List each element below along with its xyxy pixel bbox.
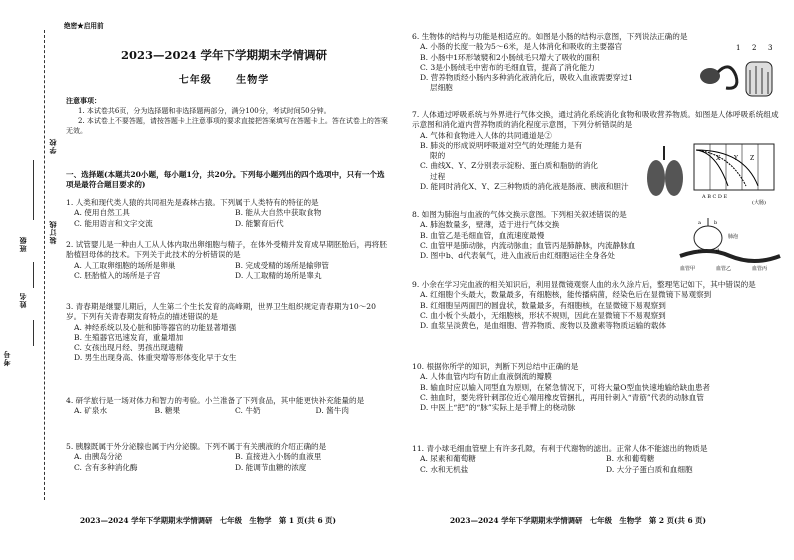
curve-z <box>696 150 758 186</box>
q11-option-d: D. 大分子蛋白质和血细胞 <box>606 464 693 474</box>
notice-item-2: 2. 本试卷上不要答题，请按答题卡上注意事项的要求直接把答案填写在答题卡上。答在试卷上的答案无效。 <box>66 117 388 136</box>
q7-option-c: C. 曲线X、Y、Z分别表示淀粉、蛋白质和脂肪的消化 <box>420 161 598 171</box>
q2-option-a: A. 人工取卵细胞的场所是卵巢 <box>74 260 176 270</box>
alveolus <box>694 226 722 250</box>
page-2-column <box>410 0 786 560</box>
fig8-label-lung: 肺泡 <box>728 234 739 240</box>
fig6-label-1: 1 <box>736 44 741 52</box>
question-9-stem: 9. 小余在学习完血液的相关知识后，利用显微镜观察人血的永久涂片后，整理笔记如下，其中错误的是 <box>412 280 756 289</box>
notice-item-1: 1. 本试卷共6页，分为选择题和非选择题两部分，满分100分，考试时间50分钟。 <box>78 107 331 116</box>
notice-heading: 注意事项： <box>66 96 101 105</box>
curve-label-z: Z <box>750 155 755 162</box>
q1-option-a: A. 使用自然工具 <box>74 208 130 218</box>
binding-label-seal: 装订线 <box>48 220 57 244</box>
grade-subject <box>58 74 390 88</box>
digestion-axis-labels: A B C D E <box>702 194 728 200</box>
digestion-axis-unit: (大肠) <box>752 200 766 206</box>
question-5 <box>66 442 388 473</box>
q7-option-c-cont: 过程 <box>430 171 446 181</box>
fig6-label-2: 2 <box>752 44 757 52</box>
q11-option-a: A. 尿素和葡萄糖 <box>420 454 476 464</box>
curve-x <box>696 150 728 186</box>
q4-option-a: A. 矿泉水 <box>74 406 108 416</box>
binding-dashed-line <box>44 30 45 500</box>
q7-option-b-cont: 限的 <box>430 151 446 160</box>
binding-line-class <box>33 262 34 288</box>
respiration-digestion-figure <box>646 140 782 206</box>
q6-option-a: A. 小肠的长度一般为5～6米，是人体消化和吸收的主要器官 <box>420 42 623 52</box>
q2-option-b: B. 完成受精的场所是输卵管 <box>235 260 329 270</box>
q3-option-a: A. 神经系统以及心脏和肺等器官的功能显著增强 <box>74 322 237 332</box>
q11-option-c: C. 水和无机盐 <box>420 464 469 474</box>
page-1-column <box>58 0 390 560</box>
q11-option-b: B. 水和葡萄糖 <box>606 454 655 464</box>
q8-option-b: B. 血管乙是毛细血管，血流速度最慢 <box>420 230 545 240</box>
question-2-stem: 2. 试管婴儿是一种由人工从人体内取出卵细胞与精子，在体外受精并发育成早期胚胎后，再将胚胎植回母体的技术。下列关于此技术的分析错误的是 <box>66 240 387 260</box>
q1-option-c: C. 能用语言和文字交流 <box>74 218 153 228</box>
binding-label-class: 班级 <box>18 236 27 252</box>
q8-option-d: D. 图中b、d代表氧气，进入血液后由红细胞运往全身各处 <box>420 251 616 260</box>
q10-option-b: B. 输血时应以输入同型血为原则，在紧急情况下，可将大量O型血快速地输给缺血患者 <box>420 382 711 392</box>
page-title: 2023—2024 学年下学期期末学情调研 <box>120 48 328 62</box>
q2-option-d: D. 人工取精的场所是睾丸 <box>235 270 322 280</box>
fig8-vessel-2: 血管乙 <box>716 266 732 272</box>
q7-option-b: B. 肺炎的形成说明呼吸道对空气的处理能力是有 <box>420 140 583 150</box>
page-1-footer: 2023—2024 学年下学期期末学情调研 七年级 生物学 第 1 页(共 6 页) <box>80 516 337 525</box>
fig8-vessel-1: 血管甲 <box>680 266 696 272</box>
q6-option-d-cont: 层细胞 <box>430 83 453 93</box>
fig6-label-3: 3 <box>768 44 773 52</box>
binding-label-name: 姓名 <box>18 292 27 308</box>
q10-option-c: C. 抽血时，要先将针刺部位近心端用橡皮管捆扎，再用针刺入“青筋”代表的动脉血管 <box>420 392 704 402</box>
question-5-stem: 5. 胰腺既属于外分泌腺也属于内分泌腺。下列不属于有关胰液的介绍正确的是 <box>66 442 327 451</box>
question-4-stem: 4. 研学旅行是一场对体力和智力的考验。小兰准备了下列食品，其中能更快补充能量的是 <box>66 396 365 405</box>
q6-option-c: C. 3是小肠绒毛中密布的毛细血管，提高了消化能力 <box>420 62 595 72</box>
digestion-chart-grid <box>710 144 758 190</box>
q5-option-d: D. 能调节血糖的浓度 <box>235 462 307 472</box>
section-1-title: 一、选择题(本题共20小题，每小题1分，共20分。下列每小题列出的四个选项中，只有一个选项是最符合题目要求的) <box>66 170 385 190</box>
q9-option-b: B. 红细胞呈两面凹的圆盘状，数量最多，有细胞核，在显微镜下易观察到 <box>420 300 666 310</box>
binding-label-school: 学校 <box>48 138 57 154</box>
fig8-label-a: a <box>698 220 701 226</box>
q4-option-c: C. 牛奶 <box>235 406 261 416</box>
question-10 <box>412 362 784 413</box>
secret-mark: 绝密★启用前 <box>64 22 104 30</box>
question-9 <box>412 280 784 331</box>
subject-label: 生物学 <box>236 75 270 86</box>
question-8-stem: 8. 如图为肺泡与血液的气体交换示意图。下列相关叙述错误的是 <box>412 210 627 219</box>
notice-block <box>66 96 388 137</box>
curve-label-y: Y <box>734 155 738 162</box>
q7-option-d: D. 能同时消化X、Y、Z三种物质的消化液是肠液、胰液和胆汁 <box>420 181 629 191</box>
fig8-label-b: b <box>714 220 718 226</box>
question-4 <box>66 396 388 417</box>
question-1-stem: 1. 人类和现代类人猿的共同祖先是森林古猿。下列属于人类特有的特征的是 <box>66 198 319 207</box>
fig8-label-d: d <box>716 248 720 254</box>
binding-margin <box>0 30 58 500</box>
question-7-stem: 7. 人体通过呼吸系统与外界进行气体交换，通过消化系统消化食物和吸收营养物质。如图是人体呼吸系统组成示意图和消化道内营养物质的消化程度示意图，下列分析错误的是 <box>412 110 779 130</box>
curve-label-x: X <box>716 155 721 162</box>
grade-label: 七年级 <box>178 75 212 86</box>
q6-option-b: B. 小肠中1环形皱襞和2小肠绒毛只增大了吸收的面积 <box>420 52 600 62</box>
q1-option-d: D. 能繁育后代 <box>235 218 284 228</box>
question-2 <box>66 240 388 281</box>
curve-y <box>696 150 746 186</box>
question-1 <box>66 198 388 229</box>
q4-option-d: D. 酱牛肉 <box>315 406 349 416</box>
question-3 <box>66 302 388 364</box>
q9-option-d: D. 血浆呈淡黄色，是血细胞、营养物质、废物以及激素等物质运输的载体 <box>420 321 667 330</box>
q2-option-c: C. 胚胎植入的场所是子宫 <box>74 270 161 280</box>
right-lung <box>665 160 683 196</box>
q7-option-a: A. 气体和食物进入人体的共同通道是② <box>420 130 552 140</box>
binding-line-school <box>33 160 34 220</box>
fig8-label-c: c <box>698 248 701 254</box>
q5-option-a: A. 由胰岛分泌 <box>74 452 123 462</box>
question-11-stem: 11. 青小球毛细血管壁上有许多孔隙，有利于代谢物的滤出。正常人体不能滤出的物质是 <box>412 444 708 453</box>
q3-option-c: C. 女孩出现月经、男孩出现遗精 <box>74 343 184 352</box>
capillary <box>680 251 780 261</box>
question-11 <box>412 444 784 475</box>
q5-option-c: C. 含有多种消化酶 <box>74 462 138 472</box>
q9-option-a: A. 红细胞个头最大，数量最多，有细胞核，能传播病菌，经染色后在显微镜下易观察到 <box>420 290 712 300</box>
question-6-stem: 6. 生物体的结构与功能是相适应的。如图是小肠的结构示意图，下列说法正确的是 <box>412 32 688 41</box>
q6-option-d: D. 营养物质经小肠内多种消化液消化后，吸收入血液需要穿过1 <box>420 73 633 82</box>
q3-option-b: B. 生殖器官迅速发育，重量增加 <box>74 332 184 342</box>
intestine-tube <box>718 67 737 88</box>
left-lung <box>647 160 665 196</box>
q9-option-c: C. 血小板个头最小，无细胞核，形状不规则，因此在显微镜下不易观察到 <box>420 310 666 320</box>
q3-option-d: D. 男生出现身高、体重突增等形体变化早于女生 <box>74 353 237 363</box>
small-intestine-figure <box>696 42 778 102</box>
q1-option-b: B. 能从大自然中获取食物 <box>235 208 322 218</box>
question-10-stem: 10. 根据你所学的知识，判断下列总结中正确的是 <box>412 362 579 371</box>
binding-line-name <box>33 320 34 346</box>
q8-option-c: C. 血管甲是肺动脉，内流动脉血；血管丙是肺静脉，内流静脉血 <box>420 240 636 250</box>
question-3-stem: 3. 青春期是继婴儿期后，人生第二个生长发育的高峰期，世界卫生组织规定青春期为10～20岁。下列有关青春期发育特点的描述错误的是 <box>66 302 376 322</box>
q4-option-b: B. 糖果 <box>154 406 181 416</box>
q10-option-d: D. 中医上“把”的“脉”实际上是手臂上的桡动脉 <box>420 403 576 412</box>
q10-option-a: A. 人体血管内均有防止血液倒流的瓣膜 <box>420 372 552 382</box>
q8-option-a: A. 肺泡数量多，壁薄，适于进行气体交换 <box>420 220 560 230</box>
binding-label-exam-no: 考号 <box>2 350 11 366</box>
q5-option-b: B. 直接进入小肠的血液里 <box>235 452 322 462</box>
intestine-coil <box>700 68 720 84</box>
alveolus-figure <box>678 216 782 272</box>
page-2-footer: 2023—2024 学年下学期期末学情调研 七年级 生物学 第 2 页(共 6 页) <box>450 516 707 525</box>
fig8-vessel-3: 血管丙 <box>752 266 768 272</box>
